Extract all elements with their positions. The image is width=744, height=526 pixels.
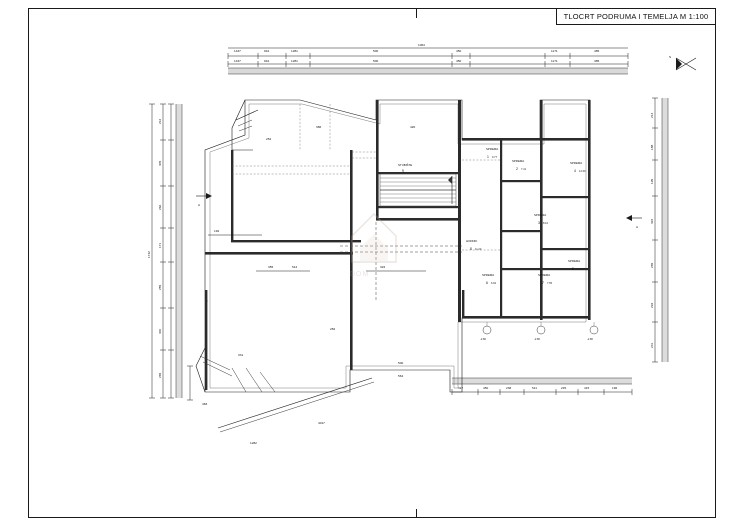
room-area-1: 7.41 [521,168,527,171]
dim-right-0: 214 [650,112,654,118]
room-label-5: SPREMA [482,273,495,277]
section-mark-right: A [636,225,639,229]
dim-inner-left-2: 282 [330,327,336,331]
dim-top2-0: 1437 [234,59,241,63]
room-num-0: 1 [487,155,489,159]
room-area-3: 12.60 [579,170,586,173]
dim-bottom-6: 196 [612,386,618,390]
dim-inner-misc-0: 322 [380,265,386,269]
room-area-4: 10.44 [577,268,584,271]
room-num-1: 2 [516,167,518,171]
dim-bottom-1: 450 [483,386,489,390]
dim-right-3: 322 [650,218,654,224]
dim-left-3: 171 [158,242,162,248]
level-marks [480,322,598,341]
dim-top1-6: 485 [594,49,600,53]
room-num-5: 6 [486,281,488,285]
dim-top2-6: 485 [594,59,600,63]
slope-label-2: 483 [202,402,208,406]
dim-right-2: 195 [650,178,654,184]
dim-inner-misc-4: 252 [266,137,272,141]
dim-bottom-4: 245 [561,386,567,390]
dim-inner-left-1: 355 [268,265,274,269]
room-num-2: 3 [538,221,540,225]
top-dimension-chains [228,43,628,74]
dim-top2-2: 1281 [291,59,298,63]
room-label-0: SPREMA [486,147,499,151]
dim-top1-2: 1281 [291,49,298,53]
north-arrow-group [669,55,696,70]
dim-bottom-0: 317 [458,386,464,390]
inner-dimensions [208,125,426,365]
dim-bottom-2: 238 [506,386,512,390]
room-area-5: 6.92 [491,282,497,285]
dim-top1-5: 1171 [551,49,558,53]
room-area-7: 11.20 [475,248,482,251]
room-labels [398,147,586,285]
dim-top2-5: 1171 [551,59,558,63]
dim-right-5: 294 [650,302,654,308]
dim-top1-3: 500 [373,49,379,53]
dim-top-total: 1064 [418,43,425,47]
room-num-6: 7 [542,281,544,285]
dim-top1-0: 1437 [234,49,241,53]
dim-inner-left-0: 192 [214,229,220,233]
building-walls [196,100,591,392]
dim-left-0: 212 [158,118,162,124]
dim-inner-misc-2: 386 [316,125,322,129]
room-num-3: 4 [574,169,576,173]
dim-right-4: 265 [650,262,654,268]
section-marks [196,193,642,229]
watermark-text: DOM [350,271,370,278]
dim-inner-misc-5: 512 [292,265,298,269]
dim-left-6: 265 [158,372,162,378]
right-dimension-chain [650,98,668,362]
dim-top2-4: 450 [456,59,462,63]
dim-left-5: 300 [158,328,162,334]
room-label-7: HODNIK [466,239,478,243]
dim-inner-misc-6: 331 [238,353,244,357]
room-label-1: SPREMA [512,159,525,163]
dim-bottom-3: 511 [532,386,537,390]
left-dimension-chain [147,104,182,398]
room-area-0: 9.77 [492,156,498,159]
level-note-2: -2.80 [587,338,593,341]
room-num-7: 8 [470,247,472,251]
level-note-1: -2.80 [534,338,540,341]
sheet-title: TLOCRT PODRUMA I TEMELJA M 1:100 [563,12,709,21]
dim-bottom-total: 564 [398,374,404,378]
dim-inner-misc-1: 500 [398,361,404,365]
section-mark-left: A [198,203,201,207]
dim-left-2: 266 [158,204,162,210]
dim-top1-1: 942 [264,49,270,53]
level-note-0: -2.80 [480,338,486,341]
dim-right-1: 188 [650,144,654,150]
room-num-4: 5 [572,267,574,271]
slope-label-1: 4017 [318,421,325,425]
dim-bottom-5: 415 [584,386,590,390]
room-label-8: STUBIŠTE [398,163,413,167]
dim-top2-3: 500 [373,59,379,63]
staircase [380,174,456,206]
bottom-dimension-chain [398,374,632,395]
dim-left-1: 305 [158,160,162,166]
slope-label-0: 1282 [250,441,257,445]
room-label-6: SPREMA [538,273,551,277]
room-num-8: 9 [402,169,404,173]
dim-top1-4: 450 [456,49,462,53]
room-area-6: 7.55 [547,282,553,285]
room-label-4: SPREMA [568,259,581,263]
dim-left-4: 255 [158,284,162,290]
dim-inner-misc-3: 420 [410,125,416,129]
dim-top2-1: 942 [264,59,270,63]
room-area-2: 8.10 [543,222,549,225]
room-label-2: SPREMA [534,213,547,217]
north-label: S [669,55,672,59]
room-label-3: SPREMA [570,161,583,165]
dim-right-6: 241 [650,342,654,348]
dim-left-total: 1742 [147,251,151,258]
